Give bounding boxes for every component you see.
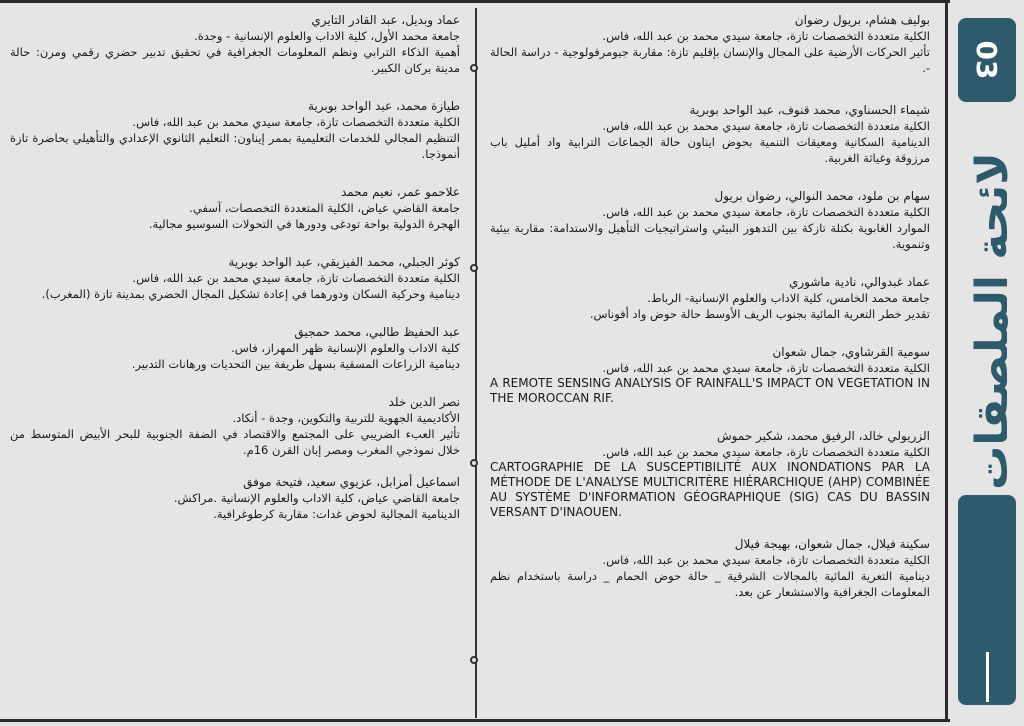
entry-title: دينامية وحركية السكان ودورهما في إعادة تشكيل المجال الحضري بمدينة تازة (المغرب). (41, 287, 460, 301)
poster-entry (10, 98, 460, 162)
frame-right-border (945, 0, 948, 722)
entry-title: A REMOTE SENSING ANALYSIS OF RAINFALL'S IMPACT ON VEGETATION IN THE MOROCCAN RIF. (490, 376, 930, 405)
entry-affiliation: جامعة القاضي عياض، الكلية المتعددة التخصصات، آسفي. (189, 201, 460, 215)
page-title: لائحة الملصقات (966, 152, 1018, 490)
entry-authors: عماد غبدوالي، نادية ماشوري (788, 275, 930, 289)
entry-authors: بوليف هشام، بريول رضوان (794, 13, 930, 27)
entry-affiliation: الكلية متعددة التخصصات تازة، جامعة سيدي محمد بن عبد الله، فاس. (602, 205, 930, 219)
poster-entry (10, 394, 460, 458)
entry-affiliation: الكلية متعددة التخصصات تازة، جامعة سيدي محمد بن عبد الله، فاس. (602, 553, 930, 567)
entry-affiliation: الكلية متعددة التخصصات تازة، جامعة سيدي محمد بن عبد الله، فاس. (132, 115, 460, 129)
right-column (490, 12, 930, 616)
entry-affiliation: جامعة محمد الأول، كلية الاداب والعلوم الإنسانية - وجدة. (194, 29, 460, 43)
frame-bottom-border (0, 719, 950, 722)
entry-affiliation: الكلية متعددة التخصصات تازة، جامعة سيدي محمد بن عبد الله، فاس. (602, 29, 930, 43)
entry-authors: سهام بن ملود، محمد النوالي، رضوان بريول (714, 189, 930, 203)
frame-top-border (0, 0, 950, 3)
divider-dot (470, 64, 478, 72)
entry-title: CARTOGRAPHIE DE LA SUSCEPTIBILITÉ AUX INONDATIONS PAR LA MÉTHODE DE L'ANALYSE MULTICRITÈRE HIÉRARCHIQUE (AHP) COMBINÉE AU SYSTÈME D'INFORMATION GÉOGRAPHIQUE (SIG) CAS DU BASSIN VERSANT D'INAOUEN. (490, 460, 930, 519)
entry-authors: الزريولي خالد، الرفيق محمد، شكير حموش (717, 429, 930, 443)
entry-affiliation: الكلية متعددة التخصصات تازة، جامعة سيدي محمد بن عبد الله، فاس. (602, 361, 930, 375)
entry-authors: اسماعيل أمزابل، عزيوي سعيد، فتيحة موفق (243, 475, 460, 489)
entry-title: تأثير العبء الضريبي على المجتمع والاقتصاد في الضفة الجنوبية للبحر الأبيض المتوسط من خلال نموذجي المغرب ومصر إبان القرن 16م. (10, 427, 460, 457)
entry-title: الموارد الغابوية بكتلة تازكة بين التدهور البيئي واستراتيجيات التأهيل والاستدامة: مقاربة بيئية وتنموية. (490, 221, 930, 251)
entry-affiliation: جامعة القاضي عياض، كلية الاداب والعلوم الإنسانية .مراكش. (173, 491, 460, 505)
poster-entry (10, 254, 460, 302)
entry-affiliation: الكلية متعددة التخصصات تازة، جامعة سيدي محمد بن عبد الله، فاس. (602, 119, 930, 133)
divider-dot (470, 656, 478, 664)
entry-authors: شيماء الحسناوي، محمد قنوف، عبد الواحد بوبرية (689, 103, 930, 117)
column-divider (475, 8, 477, 718)
entry-affiliation: جامعة محمد الخامس، كلية الاداب والعلوم الإنسانية- الرباط. (647, 291, 930, 305)
entry-title: دينامية الزراعات المسقية بسهل طريفة بين التحديات ورهانات التدبير. (131, 357, 460, 371)
entry-authors: كوثر الجبلي، محمد الفيزيقي، عبد الواحد بوبرية (228, 255, 460, 269)
divider-dot (470, 264, 478, 272)
poster-entry (10, 12, 460, 76)
poster-entry (490, 12, 930, 76)
entry-authors: عماد وبديل، عبد القادر التايري (311, 13, 460, 27)
poster-entry (490, 102, 930, 166)
entry-affiliation: الكلية متعددة التخصصات تازة، جامعة سيدي محمد بن عبد الله، فاس. (602, 445, 930, 459)
sidebar-accent-line (986, 652, 989, 702)
entry-authors: عبد الحفيظ طالبي، محمد حمجيق (294, 325, 460, 339)
poster-entry (490, 344, 930, 406)
poster-entry (490, 188, 930, 252)
poster-entry (10, 474, 460, 522)
entry-authors: سومية القرشاوي، جمال شعوان (772, 345, 930, 359)
poster-entry (490, 428, 930, 520)
entry-title: أهمية الذكاء الترابي ونظم المعلومات الجغرافية في تحقيق تدبير حضري رقمي ومرن: حالة مدينة بركان الكبير. (10, 45, 460, 75)
poster-entry (490, 536, 930, 600)
poster-entry (10, 324, 460, 372)
entry-title: تقدير خطر التعرية المائية بجنوب الريف الأوسط حالة حوض واد أفوناس. (589, 307, 930, 321)
entry-affiliation: الأكاديمية الجهوية للتربية والتكوين، وجدة - أنكاد. (232, 411, 460, 425)
page-number: 03 (970, 40, 1004, 80)
entry-title: الدينامية المجالية لحوض غدات: مقاربة كرطوغرافية. (213, 507, 460, 521)
entry-affiliation: كلية الاداب والعلوم الإنسانية ظهر المهراز، فاس. (231, 341, 460, 355)
entry-affiliation: الكلية متعددة التخصصات تازة، جامعة سيدي محمد بن عبد الله، فاس. (132, 271, 460, 285)
entry-title: تأثير الحركات الأرضية على المجال والإنسان بإقليم تازة: مقاربة جيومرفولوجية - دراسة الحالة -. (490, 45, 930, 75)
entry-title: التنظيم المجالي للخدمات التعليمية بممر إيناون: التعليم الثانوي الإعدادي والتأهيلي بحاضرة تازة أنموذجا. (10, 131, 460, 161)
poster-entry (490, 274, 930, 322)
entry-authors: طيازة محمد، عبد الواحد بوبرية (307, 99, 460, 113)
entry-title: الدينامية السكانية ومعيقات التنمية بحوض ايناون حالة الجماعات الترابية واد أمليل باب مرزوقة وغياثة الغربية. (490, 135, 930, 165)
entry-authors: علاحمو عمر، نعيم محمد (340, 185, 460, 199)
divider-dot (470, 459, 478, 467)
entry-title: الهجرة الدولية بواحة تودغى ودورها في التحولات السوسيو مجالية. (148, 217, 460, 231)
entry-authors: نصر الدين خلد (388, 395, 460, 409)
entry-title: دينامية التعرية المائية بالمجالات الشرقية _ حالة حوض الحمام _ دراسة باستخدام نظم المعلومات الجغرافية والاستشعار عن بعد. (490, 569, 930, 599)
entry-authors: سكينة فيلال، جمال شعوان، بهيجة فيلال (734, 537, 930, 551)
left-column (10, 12, 460, 538)
poster-entry (10, 184, 460, 232)
